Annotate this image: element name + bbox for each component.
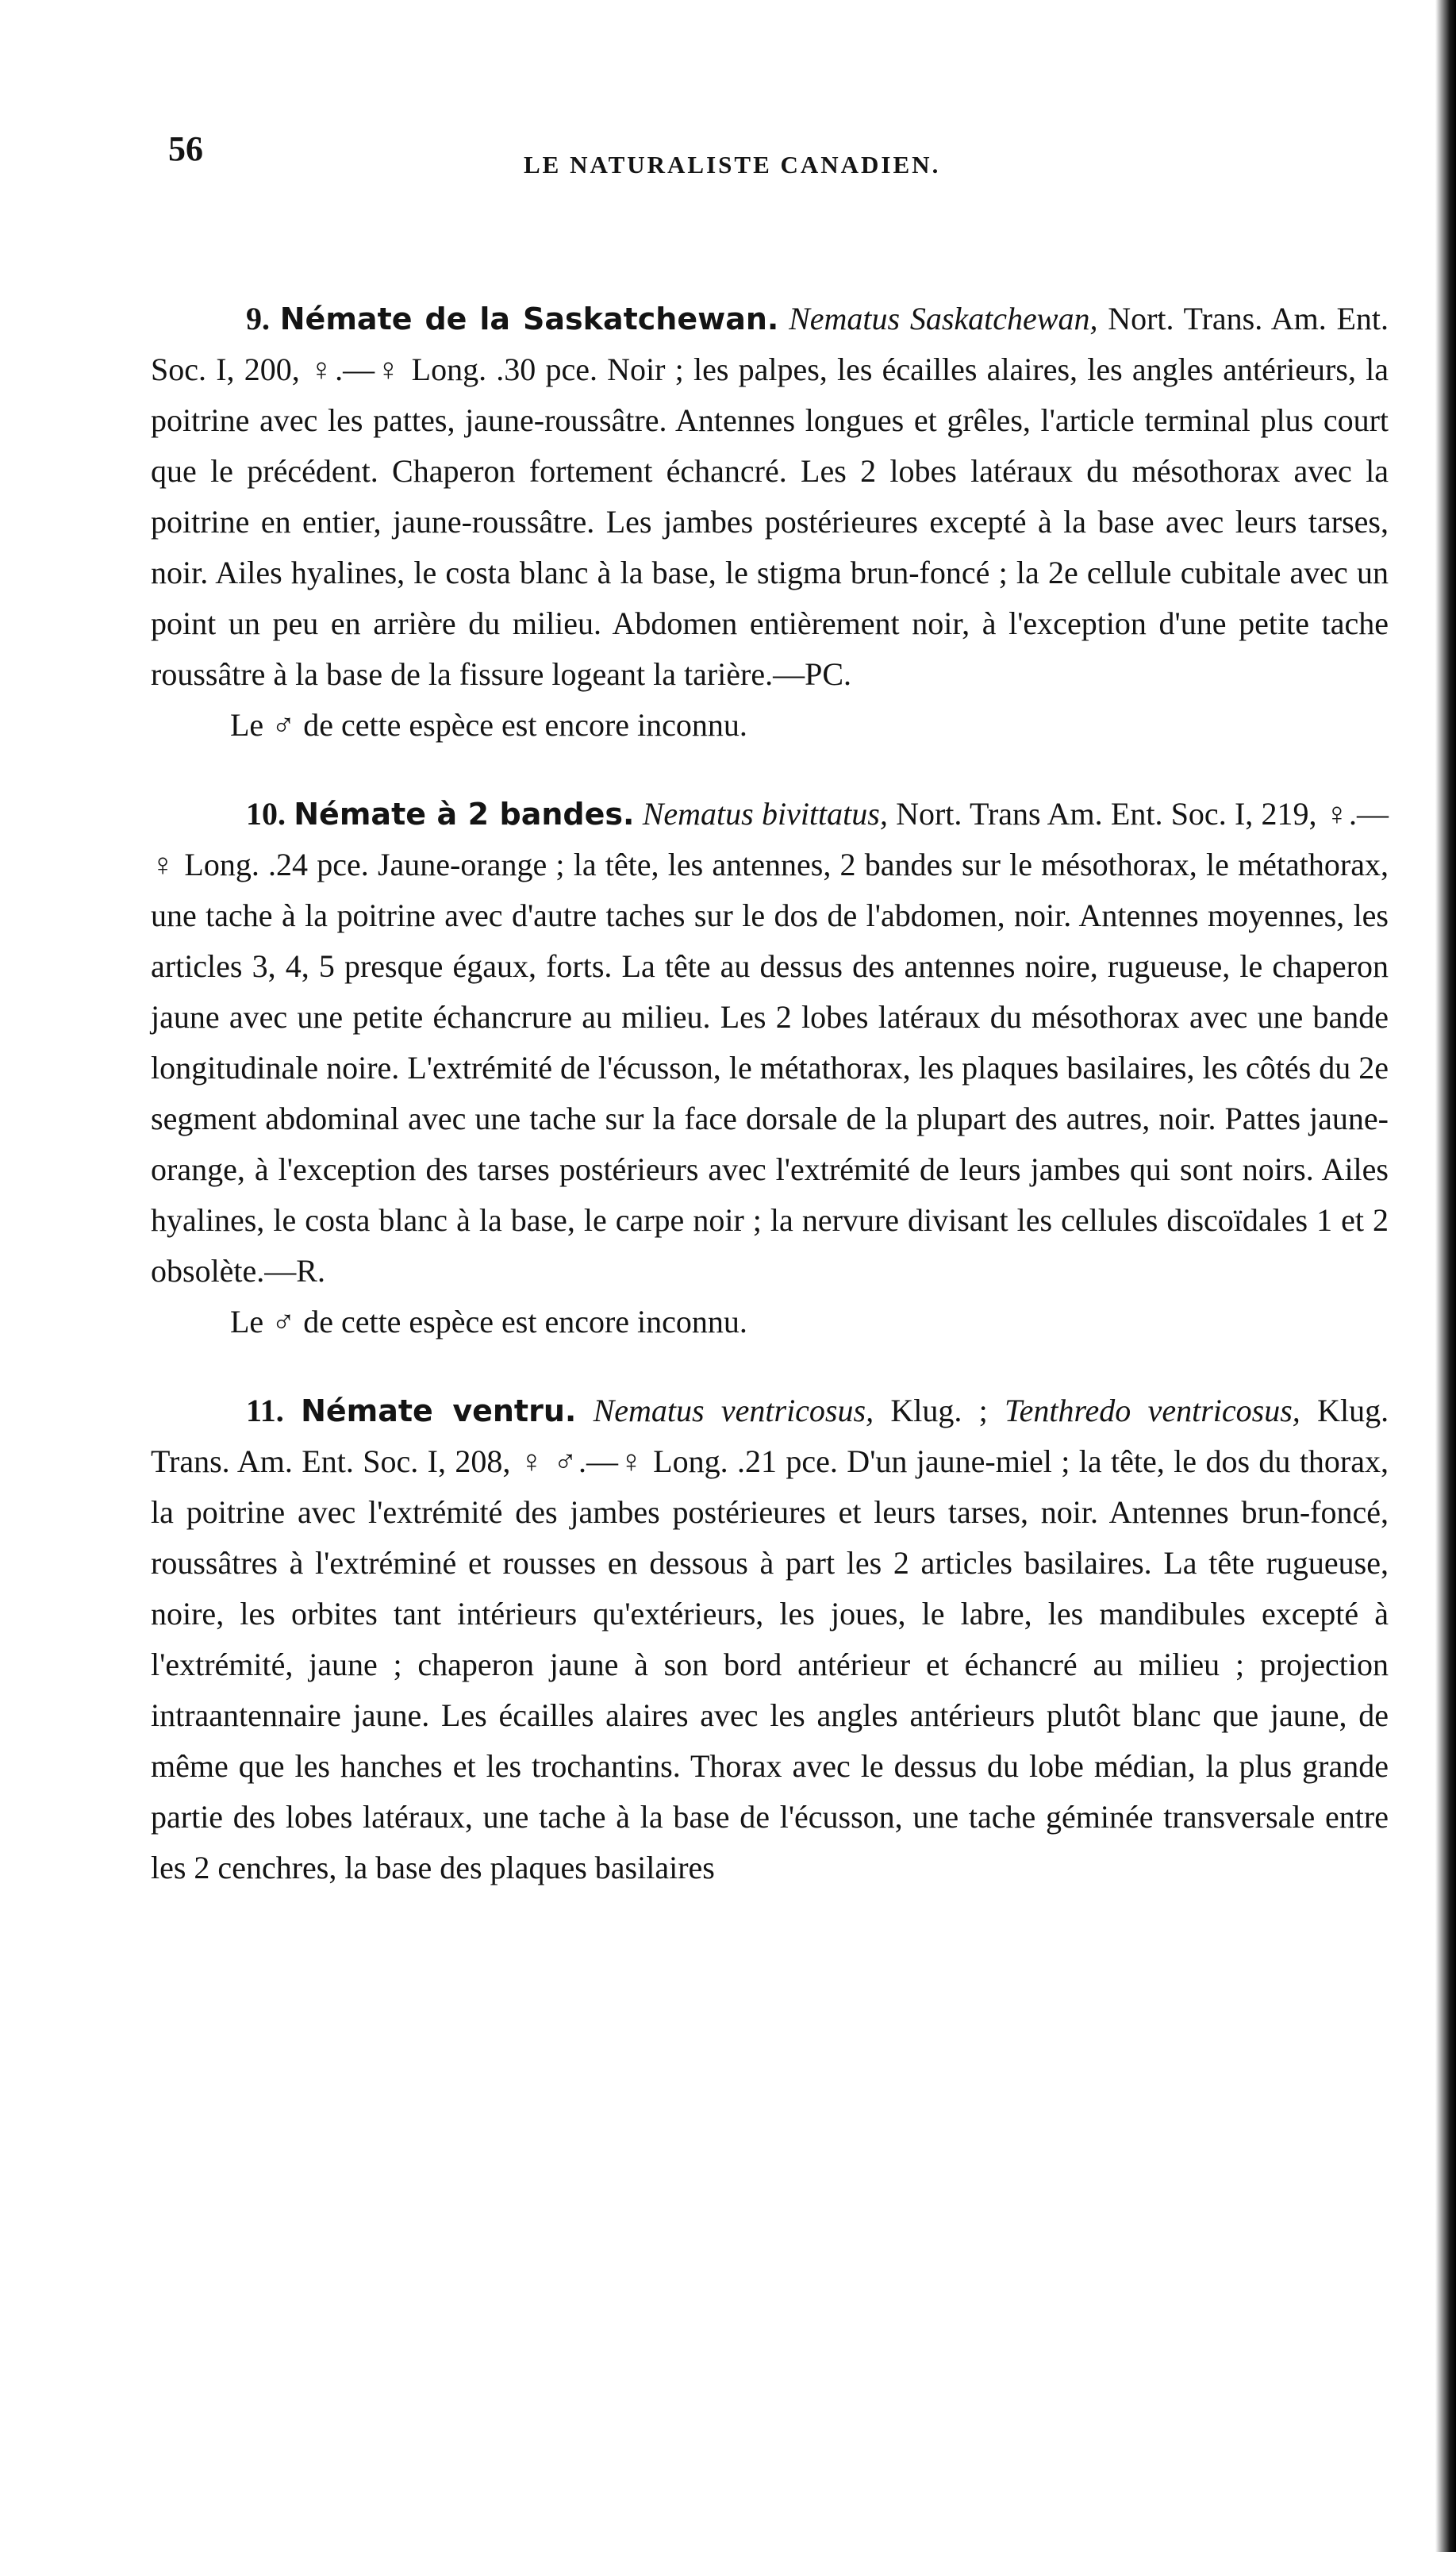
page-binding-edge xyxy=(1435,0,1456,2552)
journal-title: LE NATURALISTE CANADIEN. xyxy=(524,151,941,179)
entry-title: Némate de la Saskatchewan. xyxy=(279,302,779,336)
species-entry-10 xyxy=(151,789,1389,1347)
scientific-name: Nematus Saskatchewan, xyxy=(789,301,1098,336)
entry-paragraph xyxy=(151,789,1389,1297)
scientific-name-synonym: Tenthredo ventricosus, xyxy=(1005,1393,1300,1428)
entry-title: Némate à 2 bandes. xyxy=(294,797,635,832)
document-page xyxy=(151,119,1389,1893)
scientific-name: Nematus ventricosus, xyxy=(593,1393,874,1428)
entry-body: Klug. Trans. Am. Ent. Soc. I, 208, ♀ ♂.—♀ Long. .21 pce. D'un jaune-miel ; la tête, le dos du thorax, la poitrine avec l'extrémité des jambes postérieures et leurs tarses, noir. Antennes brun-foncé, roussâtres à l'extréminé et rousses en dessous à part les 2 articles basilaires. La tête rugueuse, noire, les orbites tant intérieurs qu'extérieurs, les joues, le labre, les mandibules excepté à l'extrémité, jaune ; chaperon jaune à son bord antérieur et échancré au milieu ; projection intraantennaire jaune. Les écailles alaires avec les angles antérieurs plutôt blanc que jaune, de même que les hanches et les trochantins. Thorax avec le dessus du lobe médian, la plus grande partie des lobes latéraux, une tache à la base de l'écusson, une tache géminée transversale entre les 2 cenchres, la base des plaques basilaires xyxy=(151,1393,1389,1885)
entry-body: Nort. Trans. Am. Ent. Soc. I, 200, ♀.—♀ Long. .30 pce. Noir ; les palpes, les écailles alaires, les angles antérieurs, la poitrine avec les pattes, jaune-roussâtre. Antennes longues et grêles, l'article terminal plus court que le précédent. Chaperon fortement échancré. Les 2 lobes latéraux du mésothorax avec la poitrine en entier, jaune-roussâtre. Les jambes postérieures excepté à la base avec leurs tarses, noir. Ailes hyalines, le costa blanc à la base, le stigma brun-foncé ; la 2e cellule cubitale avec un point un peu en arrière du milieu. Abdomen entièrement noir, à l'exception d'une petite tache roussâtre à la base de la fissure logeant la tarière.—PC. xyxy=(151,301,1389,692)
male-unknown-note: Le ♂ de cette espèce est encore inconnu. xyxy=(230,1304,747,1339)
male-unknown-note: Le ♂ de cette espèce est encore inconnu. xyxy=(230,707,747,743)
entry-body: Nort. Trans Am. Ent. Soc. I, 219, ♀.—♀ Long. .24 pce. Jaune-orange ; la tête, les antennes, 2 bandes sur le mésothorax, le métathorax, une tache à la poitrine avec d'autre taches sur le dos de l'abdomen, noir. Antennes moyennes, les articles 3, 4, 5 presque égaux, forts. La tête au dessus des antennes noire, rugueuse, le chaperon jaune avec une petite échancrure au milieu. Les 2 lobes latéraux du mésothorax avec une bande longitudinale noire. L'extrémité de l'écusson, le métathorax, les plaques basilaires, les côtés du 2e segment abdominal avec une tache sur la face dorsale de la plupart des autres, noir. Pattes jaune-orange, à l'exception des tarses postérieurs avec l'extrémité de leurs jambes qui sont noirs. Ailes hyalines, le costa blanc à la base, le carpe noir ; la nervure divisant les cellules discoïdales 1 et 2 obsolète.—R. xyxy=(151,796,1389,1289)
entry-body-prefix: Klug. ; xyxy=(890,1393,988,1428)
entry-paragraph xyxy=(151,294,1389,700)
entry-number: 9. xyxy=(246,301,270,336)
page-number: 56 xyxy=(168,129,203,168)
species-entry-9 xyxy=(151,294,1389,751)
entry-title: Némate ventru. xyxy=(301,1393,577,1428)
scientific-name: Nematus bivittatus, xyxy=(642,796,888,832)
running-head xyxy=(151,119,1389,190)
entry-paragraph xyxy=(151,1386,1389,1893)
entry-number: 10. xyxy=(246,796,286,832)
entry-number: 11. xyxy=(246,1393,284,1428)
species-entry-11 xyxy=(151,1386,1389,1893)
